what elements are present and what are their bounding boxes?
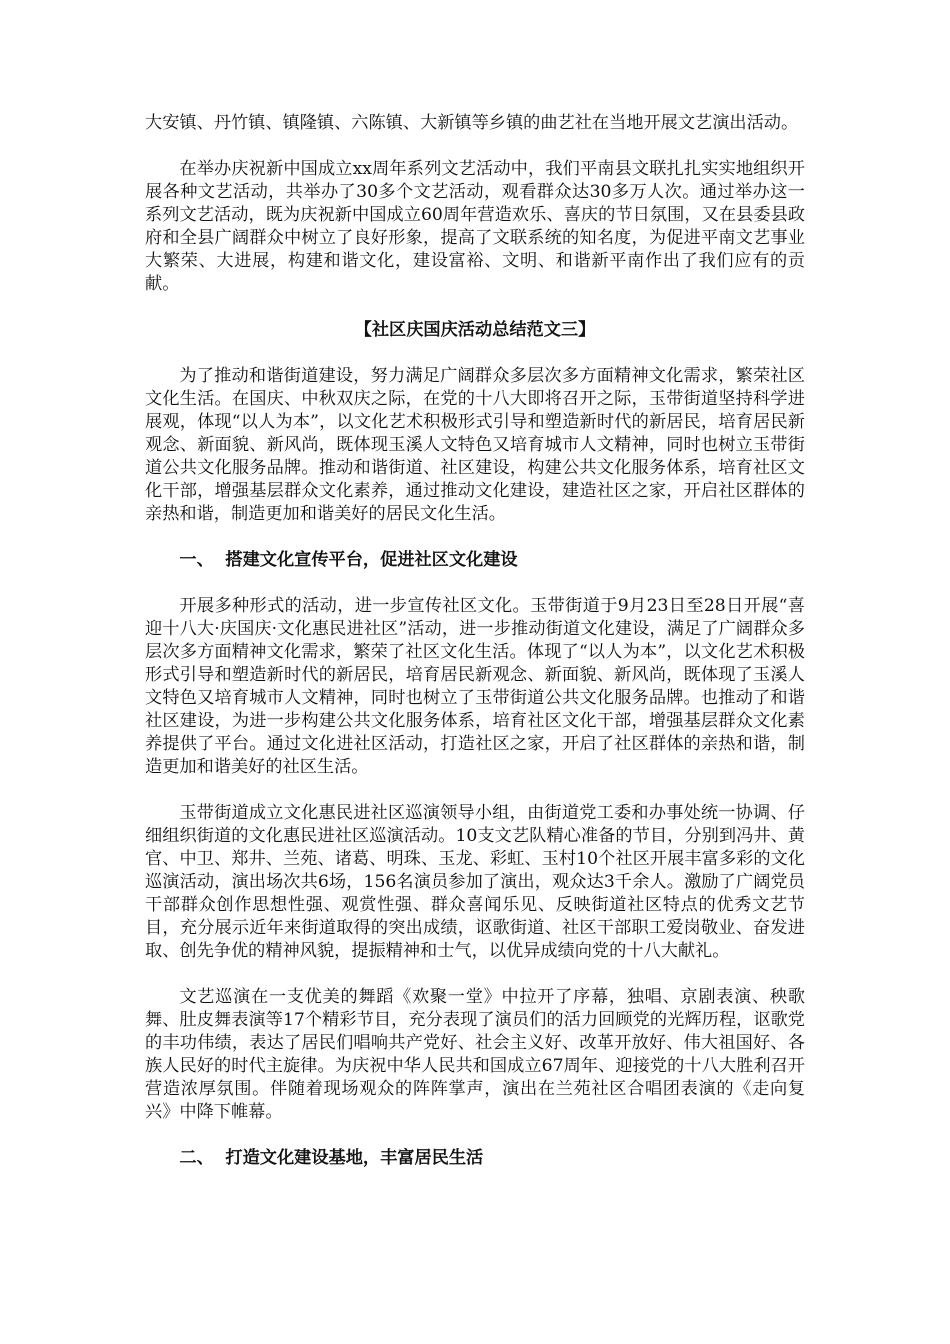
section-title: 【社区庆国庆活动总结范文三】 [354,320,596,340]
heading-two-number: 二、 [179,1148,214,1168]
paragraph-summary: 在举办庆祝新中国成立xx周年系列文艺活动中，我们平南县文联扎扎实实地组织开展各种文艺活动，共举办了30多个文艺活动，观看群众达30多万人次。通过举办这一系列文艺活动，既为庆祝新中国成立60周年营造欢乐、喜庆的节日氛围，又在县委县政府和全县广阔群众中树立了良好形象，提高了文联系统的知名度，为促进平南文艺事业大繁荣、大进展，构建和谐文化，建设富裕、文明、和谐新平南作出了我们应有的贡献。 [145,159,805,294]
heading-one [145,549,805,572]
paragraph-activities: 开展多种形式的活动，进一步宣传社区文化。玉带街道于9月23日至28日开展“喜迎十八大·庆国庆·文化惠民进社区”活动，进一步推动街道文化建设，满足了广阔群众多层次多方面精神文化需求，繁荣了社区文化生活。体现了“以人为本”，以文化艺术积极形式引导和塑造新时代的新居民，培育居民新观念、新面貌、新风尚，既体现了玉溪人文特色又培育城市人文精神，同时也树立了玉带街道公共文化服务品牌。也推动了和谐社区建设，为进一步构建公共文化服务体系，培育社区文化干部，增强基层群众文化素养提供了平台。通过文化进社区活动，打造社区之家，开启了社区群体的亲热和谐，制造更加和谐美好的社区生活。 [145,596,805,777]
paragraph-performance: 文艺巡演在一支优美的舞蹈《欢聚一堂》中拉开了序幕，独唱、京剧表演、秧歌舞、肚皮舞表演等17个精彩节目，充分表现了演员们的活力回顾党的光辉历程，讴歌党的丰功伟绩，表达了居民们唱响共产党好、社会主义好、改革开放好、伟大祖国好、各族人民好的时代主旋律。为庆祝中华人民共和国成立67周年、迎接党的十八大胜利召开营造浓厚氛围。伴随着现场观众的阵阵掌声，演出在兰苑社区合唱团表演的《走向复兴》中降下帷幕。 [145,987,805,1122]
paragraph-continuation: 大安镇、丹竹镇、镇隆镇、六陈镇、大新镇等乡镇的曲艺社在当地开展文艺演出活动。 [145,113,799,133]
heading-one-number: 一、 [179,550,214,570]
heading-one-text: 搭建文化宣传平台，促进社区文化建设 [225,550,518,570]
paragraph-tour: 玉带街道成立文化惠民进社区巡演领导小组，由街道党工委和办事处统一协调、仔细组织街道的文化惠民进社区巡演活动。10支文艺队精心准备的节目，分别到冯井、黄官、中卫、郑井、兰苑、诸葛、明珠、玉龙、彩虹、玉村10个社区开展丰富多彩的文化巡演活动，演出场次共6场，156名演员参加了演出，观众达3千余人。激励了广阔党员干部群众创作思想性强、观赏性强、群众喜闻乐见、反映街道社区特点的优秀文艺节目，充分展示近年来街道取得的突出成绩，讴歌街道、社区干部职工爱岗敬业、奋发进取、创先争优的精神风貌，提振精神和士气，以优异成绩向党的十八大献礼。 [145,803,805,961]
heading-two-text: 打造文化建设基地，丰富居民生活 [225,1148,484,1168]
paragraph-intro: 为了推动和谐街道建设，努力满足广阔群众多层次多方面精神文化需求，繁荣社区文化生活。在国庆、中秋双庆之际，在党的十八大即将召开之际，玉带街道坚持科学进展观，体现“以人为本”，以文化艺术积极形式引导和塑造新时代的新居民，培育居民新观念、新面貌、新风尚，既体现玉溪人文特色又培育城市人文精神，同时也树立玉带街道公共文化服务品牌。推动和谐街道、社区建设，构建公共文化服务体系，培育社区文化干部，增强基层群众文化素养，通过推动文化建设，建造社区之家，开启社区群体的亲热和谐，制造更加和谐美好的居民文化生活。 [145,366,805,524]
document-page [145,112,805,1193]
heading-two [145,1147,805,1170]
